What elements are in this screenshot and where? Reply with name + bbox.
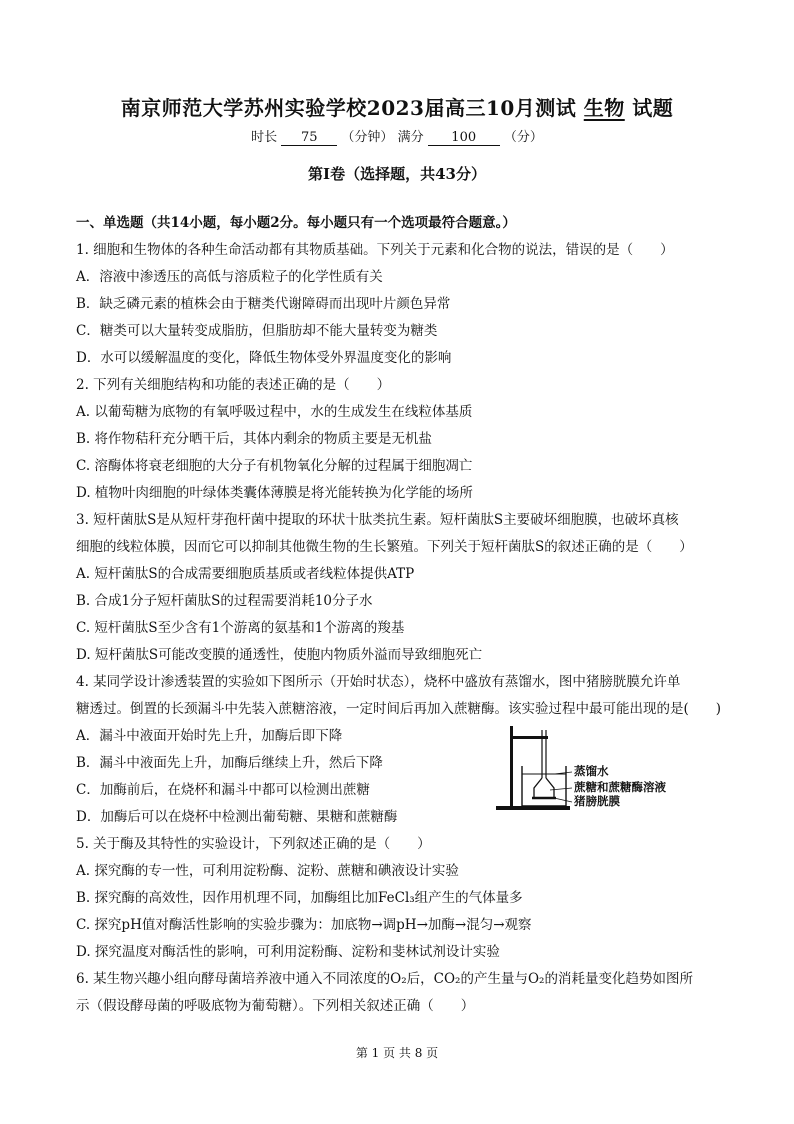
part-title: 第Ⅰ卷（选择题，共43分）	[308, 165, 486, 183]
label-water: 蒸馏水	[574, 764, 609, 778]
text-line: A. 探究酶的专一性，可利用淀粉酶、淀粉、蔗糖和碘液设计实验	[76, 863, 459, 879]
text-line: D．加酶后可以在烧杯中检测出葡萄糖、果糖和蔗糖酶	[76, 809, 398, 825]
question-body	[76, 210, 724, 1020]
text-line: C. 探究pH值对酶活性影响的实验步骤为：加底物→调pH→加酶→混匀→观察	[76, 917, 532, 933]
section-heading: 一、单选题（共14小题，每小题2分。每小题只有一个选项最符合题意。）	[76, 215, 516, 231]
beaker	[522, 766, 566, 806]
text-line: C．加酶前后，在烧杯和漏斗中都可以检测出蔗糖	[76, 782, 370, 798]
label-membrane: 猪膀胱膜	[574, 794, 620, 808]
text-line: D．水可以缓解温度的变化，降低生物体受外界温度变化的影响	[76, 350, 452, 366]
text-line: B. 探究酶的高效性，因作用机理不同，加酶组比加FeCl₃组产生的气体量多	[76, 890, 523, 906]
text-line: D. 植物叶肉细胞的叶绿体类囊体薄膜是将光能转换为化学能的场所	[76, 485, 473, 501]
text-line: 细胞的线粒体膜，因而它可以抑制其他微生物的生长繁殖。下列关于短杆菌肽S的叙述正确的是（ ）	[76, 539, 693, 555]
title-main: 南京师范大学苏州实验学校2023届高三10月测试	[120, 96, 577, 120]
title-subject: 生物	[583, 96, 625, 120]
osmosis-apparatus-figure	[494, 722, 674, 818]
text-line: 5. 关于酶及其特性的实验设计，下列叙述正确的是（ ）	[76, 836, 431, 852]
text-line: A．溶液中渗透压的高低与溶质粒子的化学性质有关	[76, 269, 383, 285]
text-line: D. 短杆菌肽S可能改变膜的通透性，使胞内物质外溢而导致细胞死亡	[76, 647, 483, 663]
text-line: 3. 短杆菌肽S是从短杆芽孢杆菌中提取的环状十肽类抗生素。短杆菌肽S主要破坏细胞膜，也破坏真核	[76, 512, 679, 528]
text-line: A. 短杆菌肽S的合成需要细胞质基质或者线粒体提供ATP	[76, 566, 415, 582]
text-line: 4. 某同学设计渗透装置的实验如下图所示（开始时状态），烧杯中盛放有蒸馏水，图中猪膀胱膜允许单	[76, 674, 681, 690]
text-line: B. 将作物秸秆充分晒干后，其体内剩余的物质主要是无机盐	[76, 431, 433, 447]
duration-label: 时长	[251, 130, 278, 145]
page-footer: 第 1 页 共 8 页	[355, 1046, 439, 1060]
text-line: 6. 某生物兴趣小组向酵母菌培养液中通入不同浓度的O₂后，CO₂的产生量与O₂的消耗量变化趋势如图所	[76, 971, 693, 987]
text-line: C. 溶酶体将衰老细胞的大分子有机物氧化分解的过程属于细胞凋亡	[76, 458, 473, 474]
text-line: B．漏斗中液面先上升，加酶后继续上升，然后下降	[76, 755, 383, 771]
score-value: 100	[428, 131, 500, 146]
exam-title	[0, 92, 794, 121]
text-line: 示（假设酵母菌的呼吸底物为葡萄糖）。下列相关叙述正确（ ）	[76, 998, 475, 1014]
text-line: A．漏斗中液面开始时先上升，加酶后即下降	[76, 728, 343, 744]
text-line: 1. 细胞和生物体的各种生命活动都有其物质基础。下列关于元素和化合物的说法，错误的是（ ）	[76, 242, 674, 258]
funnel-bowl	[534, 778, 554, 798]
text-line: B. 合成1分子短杆菌肽S的过程需要消耗10分子水	[76, 593, 373, 609]
text-line: 糖透过。倒置的长颈漏斗中先装入蔗糖溶液，一定时间后再加入蔗糖酶。该实验过程中最可能出现的是( )	[76, 701, 722, 717]
text-line: 2. 下列有关细胞结构和功能的表述正确的是（ ）	[76, 377, 391, 393]
label-solution: 蔗糖和蔗糖酶溶液	[574, 780, 666, 794]
question-lines	[76, 237, 724, 1020]
text-line: C. 短杆菌肽S至少含有1个游离的氨基和1个游离的羧基	[76, 620, 405, 636]
duration-unit: （分钟）	[341, 130, 394, 145]
text-line: C．糖类可以大量转变成脂肪，但脂肪却不能大量转变为糖类	[76, 323, 438, 339]
text-line: A. 以葡萄糖为底物的有氧呼吸过程中，水的生成发生在线粒体基质	[76, 404, 473, 420]
score-unit: （分）	[503, 130, 543, 145]
score-label: 满分	[397, 130, 424, 145]
title-suffix: 试题	[632, 96, 674, 120]
text-line: D. 探究温度对酶活性的影响，可利用淀粉酶、淀粉和斐林试剂设计实验	[76, 944, 500, 960]
duration-value: 75	[281, 131, 337, 146]
exam-meta	[0, 126, 794, 146]
text-line: B．缺乏磷元素的植株会由于糖类代谢障碍而出现叶片颜色异常	[76, 296, 451, 312]
